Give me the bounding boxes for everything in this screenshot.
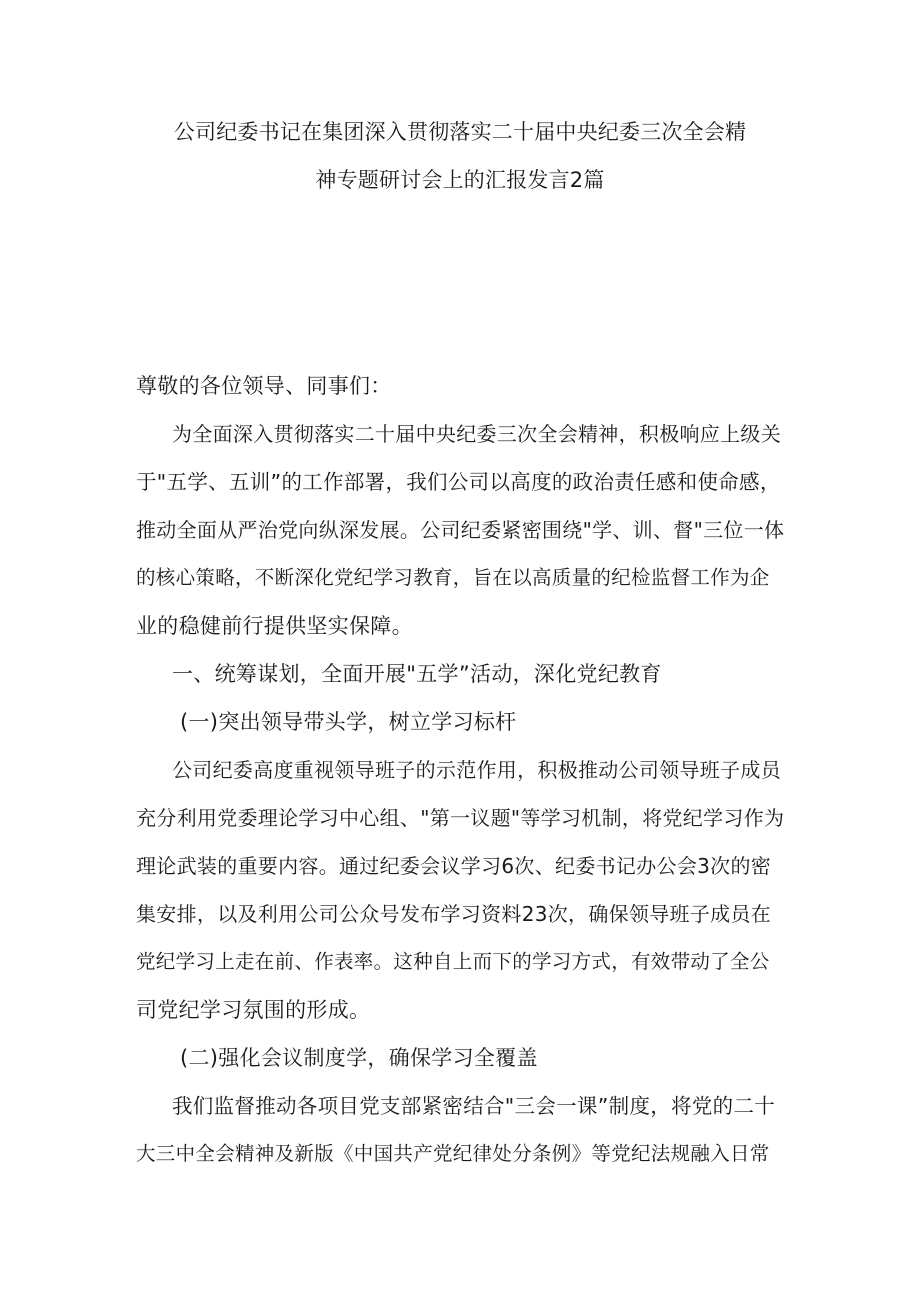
subsection-heading-2: (二)强化会议制度学，确保学习全覆盖: [180, 1046, 538, 1070]
paragraph-line: 公司纪委高度重视领导班子的示范作用，积极推动公司领导班子成员: [172, 758, 781, 782]
paragraph-line: 司党纪学习氛围的形成。: [136, 998, 371, 1022]
paragraph-line: 理论武装的重要内容。通过纪委会议学习6次、纪委书记办公会3次的密: [136, 854, 772, 878]
paragraph-line: 大三中全会精神及新版《中国共产党纪律处分条例》等党纪法规融入日常: [136, 1142, 770, 1165]
paragraph-line: 党纪学习上走在前、作表率。这种自上而下的学习方式，有效带动了全公: [136, 950, 770, 973]
document-title-line-2: 神专题研讨会上的汇报发言2篇: [315, 168, 605, 192]
paragraph-line: 推动全面从严治党向纵深发展。公司纪委紧密围绕"学、训、督"三位一体: [136, 518, 785, 542]
section-heading-1: 一、统筹谋划，全面开展"五学”活动，深化党纪教育: [172, 662, 662, 686]
paragraph-line: 业的稳健前行提供坚实保障。: [136, 614, 413, 638]
paragraph-line: 于"五学、五训”的工作部署，我们公司以高度的政治责任感和使命感，: [136, 470, 781, 494]
paragraph-line: 充分利用党委理论学习中心组、"第一议题"等学习机制，将党纪学习作为: [136, 806, 785, 830]
salutation: 尊敬的各位领导、同事们：: [136, 374, 392, 398]
paragraph-line: 为全面深入贯彻落实二十届中央纪委三次全会精神，积极响应上级关: [172, 422, 781, 446]
paragraph-line: 集安排，以及利用公司公众号发布学习资料23次，确保领导班子成员在: [136, 902, 772, 926]
document-title-line-1: 公司纪委书记在集团深入贯彻落实二十届中央纪委三次全会精: [173, 120, 747, 144]
paragraph-line: 我们监督推动各项目党支部紧密结合"三会一课”制度，将党的二十: [172, 1094, 776, 1118]
paragraph-line: 的核心策略，不断深化党纪学习教育，旨在以高质量的纪检监督工作为企: [136, 566, 770, 589]
subsection-heading-1: (一)突出领导带头学，树立学习标杆: [180, 710, 517, 734]
